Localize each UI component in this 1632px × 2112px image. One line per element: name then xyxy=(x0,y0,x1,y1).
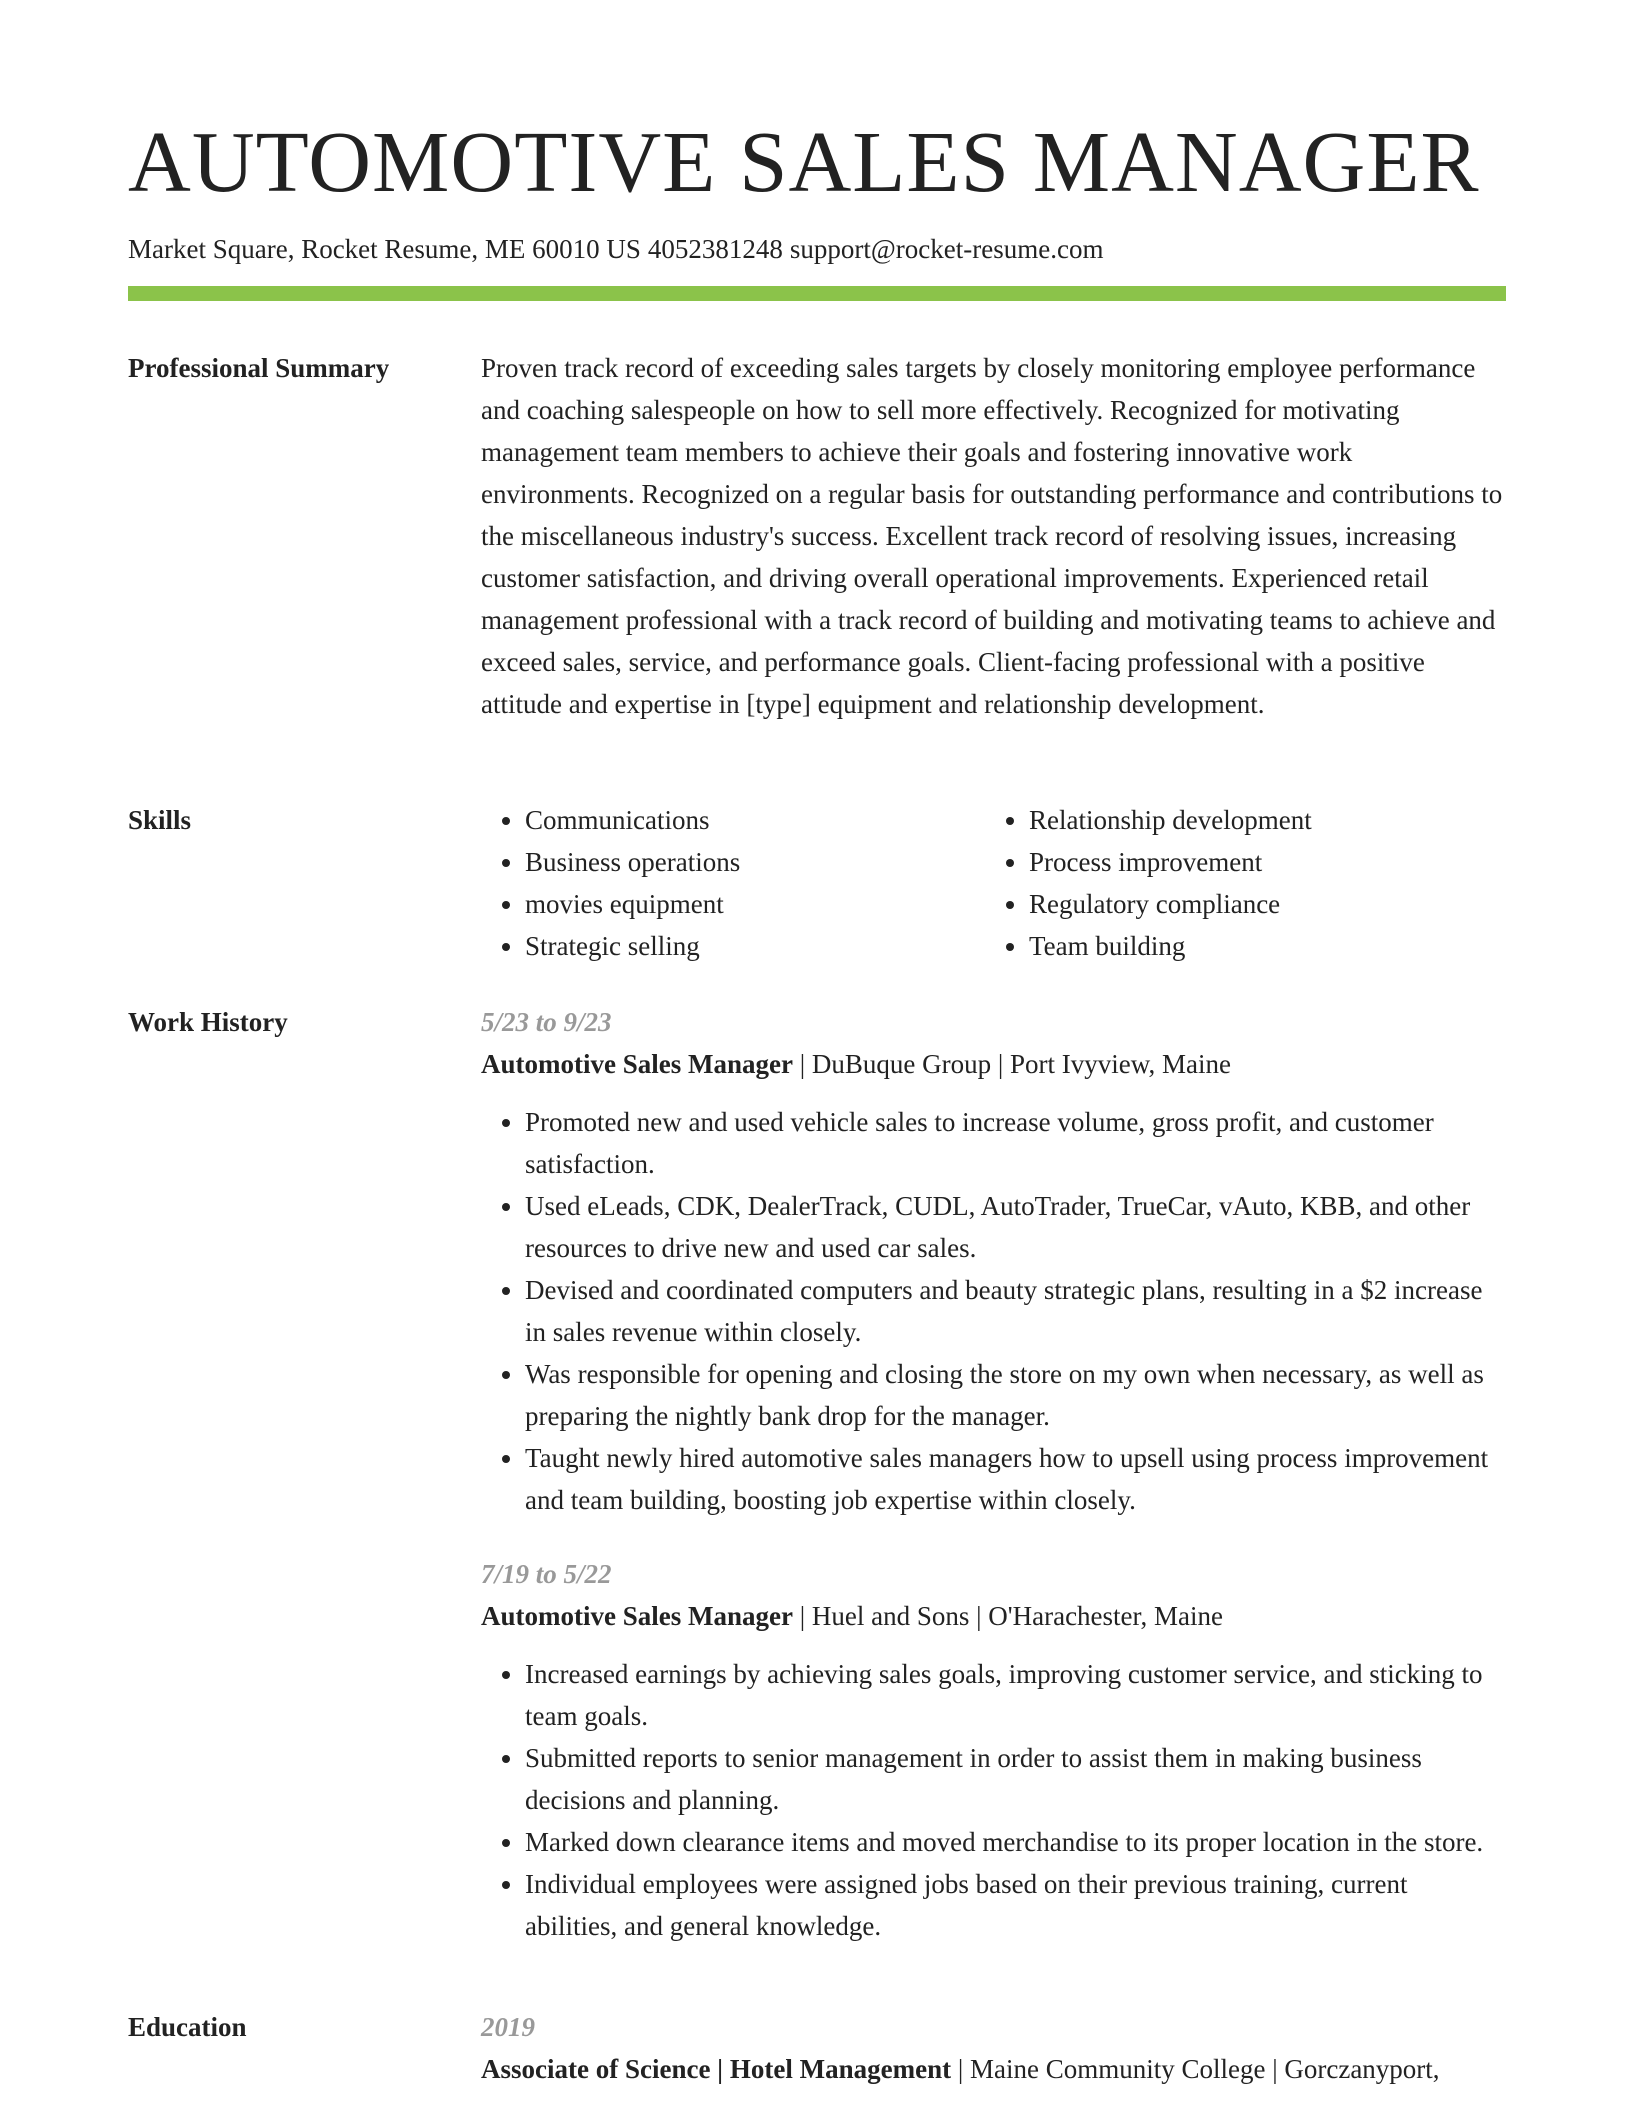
job-bullet: • Submitted reports to senior management in order to assist them in making business decisions and planning. xyxy=(525,1737,1506,1821)
skills-list-left xyxy=(481,799,981,967)
skills-list-right xyxy=(985,799,1485,967)
job-bullets xyxy=(481,1101,1506,1521)
header-divider xyxy=(128,286,1506,301)
job-employer-location: | DuBuque Group | Port Ivyview, Maine xyxy=(792,1049,1231,1079)
education-date: 2019 xyxy=(481,2012,535,2042)
skill-item: • Team building xyxy=(1029,925,1485,967)
summary-heading: Professional Summary xyxy=(128,353,390,383)
skill-item: • Business operations xyxy=(525,841,981,883)
education-heading: Education xyxy=(128,2012,247,2042)
job-title: Automotive Sales Manager xyxy=(481,1049,793,1079)
job-dates: 7/19 to 5/22 xyxy=(481,1559,612,1589)
job-entry xyxy=(481,1001,1506,1521)
skill-item: • Relationship development xyxy=(1029,799,1485,841)
job-employer-location: | Huel and Sons | O'Harachester, Maine xyxy=(792,1601,1223,1631)
job-bullet: • Individual employees were assigned jobs based on their previous training, current abilities, and general knowledge. xyxy=(525,1863,1506,1947)
job-bullets xyxy=(481,1653,1506,1947)
work-history-heading: Work History xyxy=(128,1007,288,1037)
job-bullet: • Devised and coordinated computers and beauty strategic plans, resulting in a $2 increase in sales revenue within closely. xyxy=(525,1269,1506,1353)
skill-item: • movies equipment xyxy=(525,883,981,925)
job-dates: 5/23 to 9/23 xyxy=(481,1007,612,1037)
education-degree: Associate of Science | Hotel Management xyxy=(481,2054,952,2084)
job-heading xyxy=(481,1595,1506,1637)
job-entry xyxy=(481,1553,1506,1947)
contact-line xyxy=(128,232,1103,266)
education-heading-line xyxy=(481,2048,1506,2090)
contact-email: support@rocket-resume.com xyxy=(789,234,1104,264)
skill-item: • Regulatory compliance xyxy=(1029,883,1485,925)
skill-item: • Process improvement xyxy=(1029,841,1485,883)
education-school: | Maine Community College | Gorczanyport, xyxy=(951,2054,1440,2084)
contact-address: Market Square, Rocket Resume, ME 60010 US xyxy=(128,234,641,264)
skills-heading: Skills xyxy=(128,805,192,835)
job-bullet: • Increased earnings by achieving sales goals, improving customer service, and sticking to team goals. xyxy=(525,1653,1506,1737)
skills-column-right xyxy=(985,799,1485,967)
job-title: Automotive Sales Manager xyxy=(481,1601,793,1631)
job-heading xyxy=(481,1043,1506,1085)
summary-section xyxy=(481,347,1506,725)
skill-item: • Communications xyxy=(525,799,981,841)
job-bullet: • Marked down clearance items and moved merchandise to its proper location in the store. xyxy=(525,1821,1506,1863)
resume-title: AUTOMOTIVE SALES MANAGER xyxy=(128,113,1480,210)
education-section xyxy=(481,2006,1506,2090)
contact-phone: 4052381248 xyxy=(647,234,783,264)
job-bullet: • Promoted new and used vehicle sales to increase volume, gross profit, and customer satisfaction. xyxy=(525,1101,1506,1185)
job-bullet: • Was responsible for opening and closing the store on my own when necessary, as well as preparing the nightly bank drop for the manager. xyxy=(525,1353,1506,1437)
summary-text: Proven track record of exceeding sales targets by closely monitoring employee performance and coaching salespeople on how to sell more effectively. Recognized for motivating management team members to achieve their goals and fostering innovative work environments. Recognized on a regular basis for outstanding performance and contributions to the miscellaneous industry's success. Excellent track record of resolving issues, increasing customer satisfaction, and driving overall operational improvements. Experienced retail management professional with a track record of building and motivating teams to achieve and exceed sales, service, and performance goals. Client-facing professional with a positive attitude and expertise in [type] equipment and relationship development. xyxy=(481,353,1503,719)
job-bullet: • Taught newly hired automotive sales managers how to upsell using process improvement and team building, boosting job expertise within closely. xyxy=(525,1437,1506,1521)
skills-column-left xyxy=(481,799,981,967)
skill-item: • Strategic selling xyxy=(525,925,981,967)
job-bullet: • Used eLeads, CDK, DealerTrack, CUDL, AutoTrader, TrueCar, vAuto, KBB, and other resources to drive new and used car sales. xyxy=(525,1185,1506,1269)
